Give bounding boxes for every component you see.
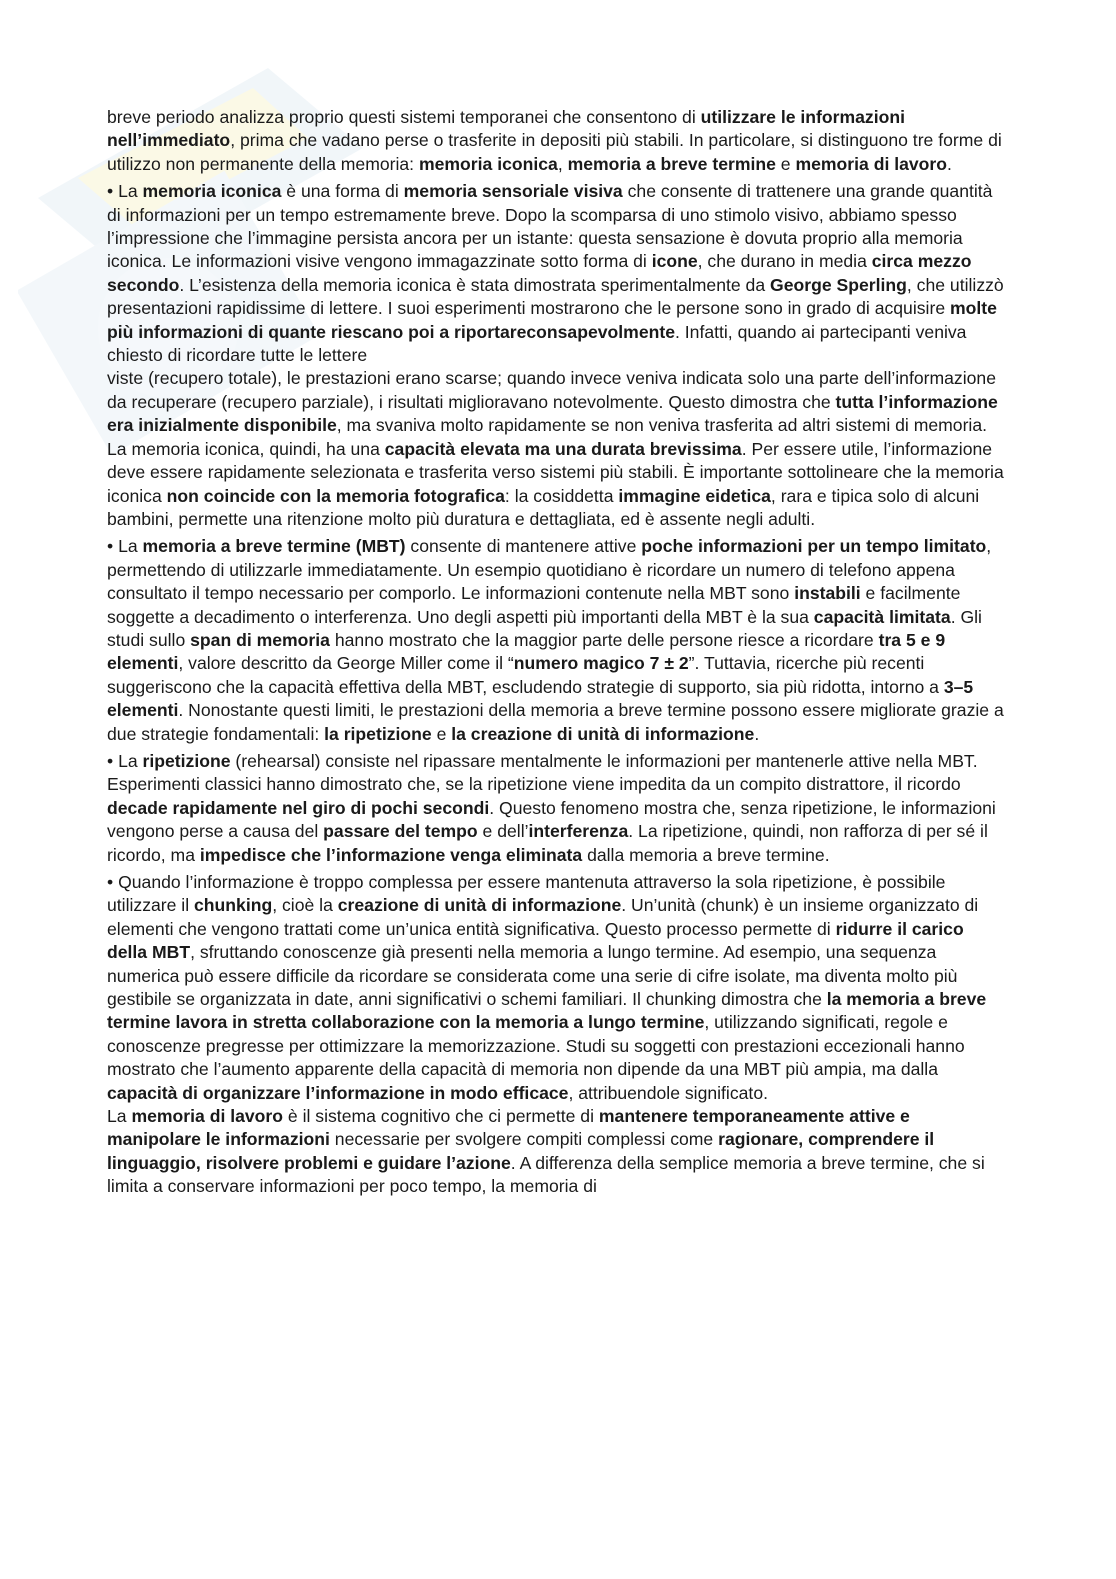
text-run: . Questo fenomeno mostra che, senza ripetizione, le informazioni vengono perse a causa del — [107, 797, 996, 842]
paragraph — [107, 180, 1007, 531]
bold-text: immagine eidetica — [618, 485, 771, 506]
bold-text: la ripetizione — [324, 723, 432, 744]
bold-text: interferenza — [528, 821, 629, 842]
bold-text: capacità limitata — [813, 606, 951, 627]
text-run: , prima che vadano perse o trasferite in depositi più stabili. In particolare, si distinguono tre forme di utilizzo non permanente della memoria: — [107, 130, 1002, 174]
bold-text: memoria iconica — [142, 181, 282, 202]
text-run: hanno mostrato che la maggior parte delle persone riesce a ricordare — [329, 629, 879, 650]
text-run: , ma svaniva molto rapidamente se non veniva trasferita ad altri sistemi di memoria. La memoria iconica, quindi, ha una — [107, 415, 988, 459]
text-run: , sfruttando conoscenze già presenti nella memoria a lungo termine. Ad esempio, una sequenza numerica può essere difficile da ricordare se considerata come una serie di cifre isolate, ma diventa molto più gestibile se organizzata in date, anni significativi o schemi familiari. Il chunking dimostra che — [107, 942, 958, 1010]
text-run: e dell’ — [477, 821, 529, 842]
bullet-marker: • — [107, 536, 119, 557]
bold-text: George Sperling — [770, 274, 907, 295]
bold-text: memoria sensoriale visiva — [403, 181, 623, 202]
bold-text: la creazione di unità di informazione — [451, 723, 755, 744]
bold-text: memoria a breve termine — [567, 153, 776, 174]
text-run: , permettendo di utilizzarle immediatamente. Un esempio quotidiano è ricordare un numero di telefono appena consultato il tempo necessario per comporlo. Le informazioni contenute nella MBT sono — [107, 536, 992, 604]
bold-text: span di memoria — [190, 629, 330, 650]
text-run: . — [947, 153, 952, 174]
bold-text: mantenere temporaneamente attive e manipolare le informazioni — [107, 1106, 910, 1150]
text-run: . A differenza della semplice memoria a breve termine, che si limita a conservare informazioni per poco tempo, la memoria di — [107, 1152, 985, 1197]
text-run: , attribuendole significato. — [568, 1082, 768, 1103]
bold-text: la memoria a breve termine lavora in stretta collaborazione con la memoria a lungo termine — [107, 989, 987, 1033]
text-run: : la cosiddetta — [504, 485, 619, 506]
bold-text: ridurre il carico della MBT — [107, 918, 964, 963]
text-run: è il sistema cognitivo che ci permette di — [283, 1106, 599, 1127]
text-run: . L’esistenza della memoria iconica è stata dimostrata sperimentalmente da — [179, 274, 771, 295]
bold-text: poche informazioni per un tempo limitato — [641, 536, 987, 557]
text-run: , — [557, 153, 568, 174]
text-run: che consente di trattenere una grande quantità di informazioni per un tempo estremamente breve. Dopo la scomparsa di uno stimolo visivo, abbiamo spesso l’impressione che l’immagine persista ancora per un istante: questa sensazione è dovuta proprio alla memoria iconica. Le informazioni visive vengono immagazzinate sotto forma di — [107, 181, 993, 272]
bold-text: impedisce che l’informazione venga eliminata — [199, 844, 583, 865]
bold-text: memoria di lavoro — [795, 153, 948, 174]
bullet-marker: • — [107, 872, 119, 892]
bold-text: 3–5 elementi — [107, 676, 974, 721]
bold-text: decade rapidamente nel giro di pochi secondi — [107, 797, 490, 818]
bold-text: icone — [651, 251, 698, 272]
bold-text: tra 5 e 9 elementi — [107, 629, 946, 674]
text-run: , cioè la — [272, 895, 338, 916]
text-run: La — [118, 181, 143, 202]
bold-text: ragionare, comprendere il linguaggio, risolvere problemi e guidare l’azione — [107, 1129, 935, 1173]
text-run: Quando l’informazione è troppo complessa per essere mantenuta attraverso la sola ripetizione, è possibile utilizzare il — [107, 872, 946, 916]
bold-text: instabili — [794, 583, 861, 604]
text-run: . Per essere utile, l’informazione deve essere rapidamente selezionata e trasferita verso sistemi più stabili. È importante sottolineare che la memoria iconica — [107, 438, 1004, 506]
bold-text: memoria iconica — [418, 153, 558, 174]
text-run: . Un’unità (chunk) è un insieme organizzato di elementi che vengono trattati come un’unica entità significativa. Questo processo permette di — [107, 895, 979, 939]
bullet-marker: • — [107, 750, 119, 771]
bold-text: non coincide con la memoria fotografica — [166, 485, 505, 506]
text-run: viste (recupero totale), le prestazioni erano scarse; quando invece veniva indicata solo una parte dell’informazione da recuperare (recupero parziale), i risultati miglioravano notevolmente. Questo dimostra che — [107, 368, 996, 412]
text-run: e facilmente soggette a decadimento o interferenza. Uno degli aspetti più importanti della MBT è la sua — [107, 583, 961, 627]
bold-text: utilizzare le informazioni nell’immediato — [107, 107, 905, 151]
bold-text: circa mezzo secondo — [107, 251, 972, 295]
bold-text: chunking — [194, 895, 273, 916]
text-run: La — [107, 1106, 132, 1127]
text-run: (rehearsal) consiste nel ripassare mentalmente le informazioni per mantenerle attive nella MBT. Esperimenti classici hanno dimostrato che, se la ripetizione viene impedita da un compito distrattore, il ricordo — [107, 750, 978, 795]
text-run: necessarie per svolgere compiti complessi come — [329, 1129, 719, 1150]
text-run: e — [431, 723, 452, 744]
text-run: , rara e tipica solo di alcuni bambini, permette una ritenzione molto più duratura e dettagliata, ed è assente negli adulti. — [107, 485, 980, 529]
paragraph — [107, 535, 1007, 746]
text-run: . Infatti, quando ai partecipanti veniva chiesto di ricordare tutte le lettere — [107, 321, 967, 366]
bold-text: ripetizione — [142, 750, 231, 771]
text-run: e — [775, 153, 796, 174]
text-run: è una forma di — [281, 181, 404, 202]
bold-text: passare del tempo — [323, 821, 478, 842]
bold-text: creazione di unità di informazione — [337, 895, 622, 916]
bold-text: capacità elevata ma una durata brevissima — [384, 438, 742, 459]
text-run: breve periodo analizza proprio questi sistemi temporanei che consentono di — [107, 107, 701, 127]
bold-text: numero magico 7 ± 2 — [513, 653, 689, 674]
bullet-marker: • — [107, 181, 119, 202]
document-body — [107, 106, 1007, 1199]
text-run: La — [118, 750, 143, 771]
text-run: La — [118, 536, 143, 557]
text-run: dalla memoria a breve termine. — [582, 844, 830, 865]
paragraph — [107, 750, 1007, 867]
paragraph — [107, 871, 1007, 1199]
text-run: ”. Tuttavia, ricerche più recenti suggeriscono che la capacità effettiva della MBT, escludendo strategie di supporto, sia più ridotta, intorno a — [107, 653, 944, 697]
bold-text: memoria a breve termine (MBT) — [142, 536, 406, 557]
paragraph — [107, 106, 1007, 176]
text-run: , valore descritto da George Miller come il “ — [178, 653, 514, 674]
bold-text: tutta l’informazione era inizialmente disponibile — [107, 391, 998, 436]
bold-text: capacità di organizzare l’informazione in modo efficace — [107, 1082, 569, 1103]
text-run: , utilizzando significati, regole e conoscenze pregresse per ottimizzare la memorizzazione. Studi su soggetti con prestazioni eccezionali hanno mostrato che l’aumento apparente della capacità di memoria non dipende da una MBT più ampia, ma dalla — [107, 1012, 965, 1080]
text-run: . La ripetizione, quindi, non rafforza di per sé il ricordo, ma — [107, 821, 988, 865]
text-run: , che utilizzò presentazioni rapidissime di lettere. I suoi esperimenti mostrarono che le persone sono in grado di acquisire — [107, 274, 1004, 319]
text-run: consente di mantenere attive — [405, 536, 642, 557]
text-run: . Gli studi sullo — [107, 606, 982, 650]
bold-text: memoria di lavoro — [131, 1106, 284, 1127]
text-run: , che durano in media — [697, 251, 872, 272]
bold-text: molte più informazioni di quante riescano poi a riportareconsapevolmente — [107, 298, 997, 342]
text-run: . Nonostante questi limiti, le prestazioni della memoria a breve termine possono essere migliorate grazie a due strategie fondamentali: — [107, 700, 1004, 744]
text-run: . — [754, 723, 760, 744]
